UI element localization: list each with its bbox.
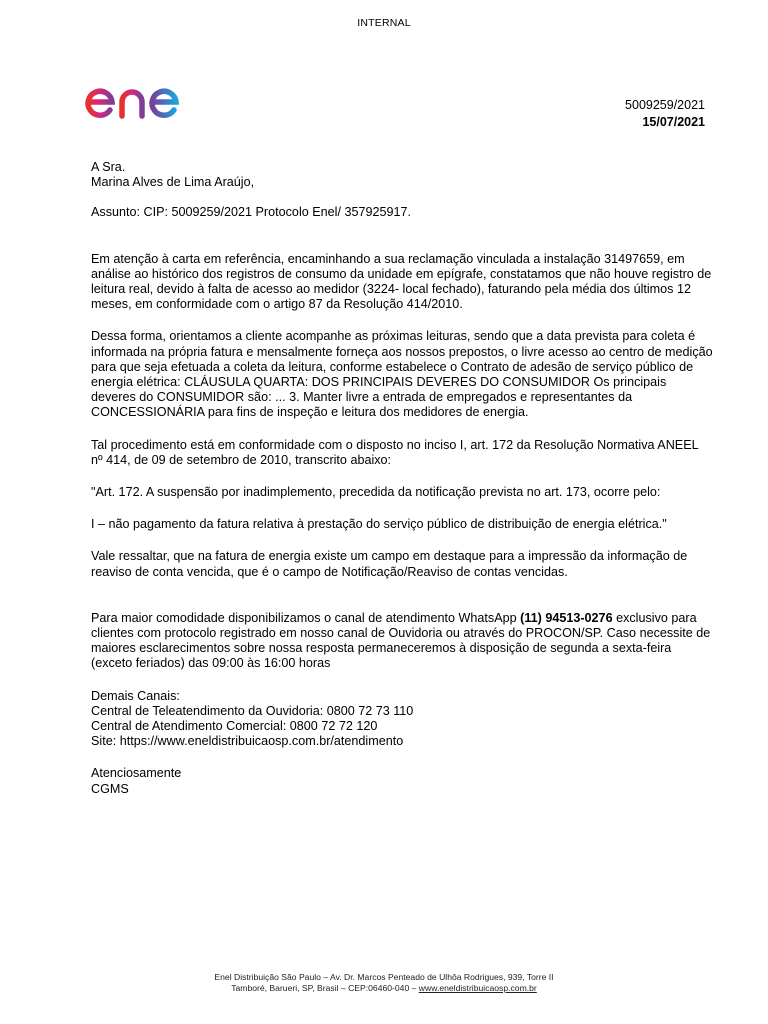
channel-commercial: Central de Atendimento Comercial: 0800 72 72 120 xyxy=(91,719,378,734)
paragraph-guidance: Dessa forma, orientamos a cliente acompanhe as próximas leituras, sendo que a data prevista para coleta é informada na própria fatura e mensalmente forneça aos nossos prepostos, o livre acesso ao centro de medição para que seja efetuada a coleta da leitura, conforme estabelece o Contrato de adesão de serviço público de energia elétrica: CLÁUSULA QUARTA: DOS PRINCIPAIS DEVERES DO CONSUMIDOR Os principais deveres do CONSUMIDOR são: ... 3. Manter livre a entrada de empregados e representantes da CONCESSIONÁRIA para fins de inspeção e leitura dos medidores de energia. xyxy=(91,329,713,420)
signature: CGMS xyxy=(91,781,129,796)
whatsapp-text-before: Para maior comodidade disponibilizamos o canal de atendimento WhatsApp xyxy=(91,610,521,625)
internal-label: INTERNAL xyxy=(357,17,411,29)
channels-title: Demais Canais: xyxy=(91,688,180,703)
footer-location-text: Tamboré, Barueri, SP, Brasil – CEP:06460-040 – xyxy=(231,983,419,993)
paragraph-analysis: Em atenção à carta em referência, encaminhando a sua reclamação vinculada a instalação 31497659, em análise ao histórico dos registros de consumo da unidade em epígrafe, constatamos que não houve registro de leitura real, devido à falta de acesso ao medidor (3224- local fechado), faturando pela média dos últimos 12 meses, em conformidade com o artigo 87 da Resolução 414/2010. xyxy=(91,251,712,312)
whatsapp-phone: (11) 94513-0276 xyxy=(520,610,613,625)
whatsapp-text-after: exclusivo para clientes com protocolo registrado em nosso canal de Ouvidoria ou através do PROCON/SP. Caso necessite de maiores esclarecimentos sobre nossa resposta permaneceremos à disposição de segunda a sexta-feira (exceto feriados) das 09:00 às 16:00 horas xyxy=(91,610,711,671)
enel-logo xyxy=(84,74,208,120)
channel-ombudsman: Central de Teleatendimento da Ouvidoria: 0800 72 73 110 xyxy=(91,703,414,718)
reference-block xyxy=(625,97,705,131)
salutation: A Sra. xyxy=(91,160,126,174)
closing: Atenciosamente xyxy=(91,766,182,781)
footer-location xyxy=(0,983,768,994)
footer xyxy=(0,972,768,994)
paragraph-notice: Vale ressaltar, que na fatura de energia existe um campo em destaque para a impressão da informação de reaviso de conta vencida, que é o campo de Notificação/Reaviso de contas vencidas. xyxy=(91,549,688,579)
reference-date: 15/07/2021 xyxy=(642,115,705,129)
recipient-name: Marina Alves de Lima Araújo, xyxy=(91,175,255,190)
quote-item: I – não pagamento da fatura relativa à prestação do serviço público de distribuição de energia elétrica." xyxy=(91,517,667,532)
channel-site: Site: https://www.eneldistribuicaosp.com.br/atendimento xyxy=(91,734,404,749)
letter-body xyxy=(91,160,713,797)
paragraph-regulation: Tal procedimento está em conformidade com o disposto no inciso I, art. 172 da Resolução Normativa ANEEL nº 414, de 09 de setembro de 2010, transcrito abaixo: xyxy=(91,437,699,467)
reference-number: 5009259/2021 xyxy=(625,98,705,112)
footer-address: Enel Distribuição São Paulo – Av. Dr. Marcos Penteado de Ulhôa Rodrigues, 939, Torre II xyxy=(214,972,554,982)
quote-article: "Art. 172. A suspensão por inadimplemento, precedida da notificação prevista no art. 173, ocorre pelo: xyxy=(91,485,661,500)
paragraph-whatsapp xyxy=(91,611,713,672)
footer-website-link[interactable]: www.eneldistribuicaosp.com.br xyxy=(418,983,537,993)
enel-logo-icon xyxy=(84,74,208,120)
subject-line: Assunto: CIP: 5009259/2021 Protocolo Enel/ 357925917. xyxy=(91,205,411,220)
